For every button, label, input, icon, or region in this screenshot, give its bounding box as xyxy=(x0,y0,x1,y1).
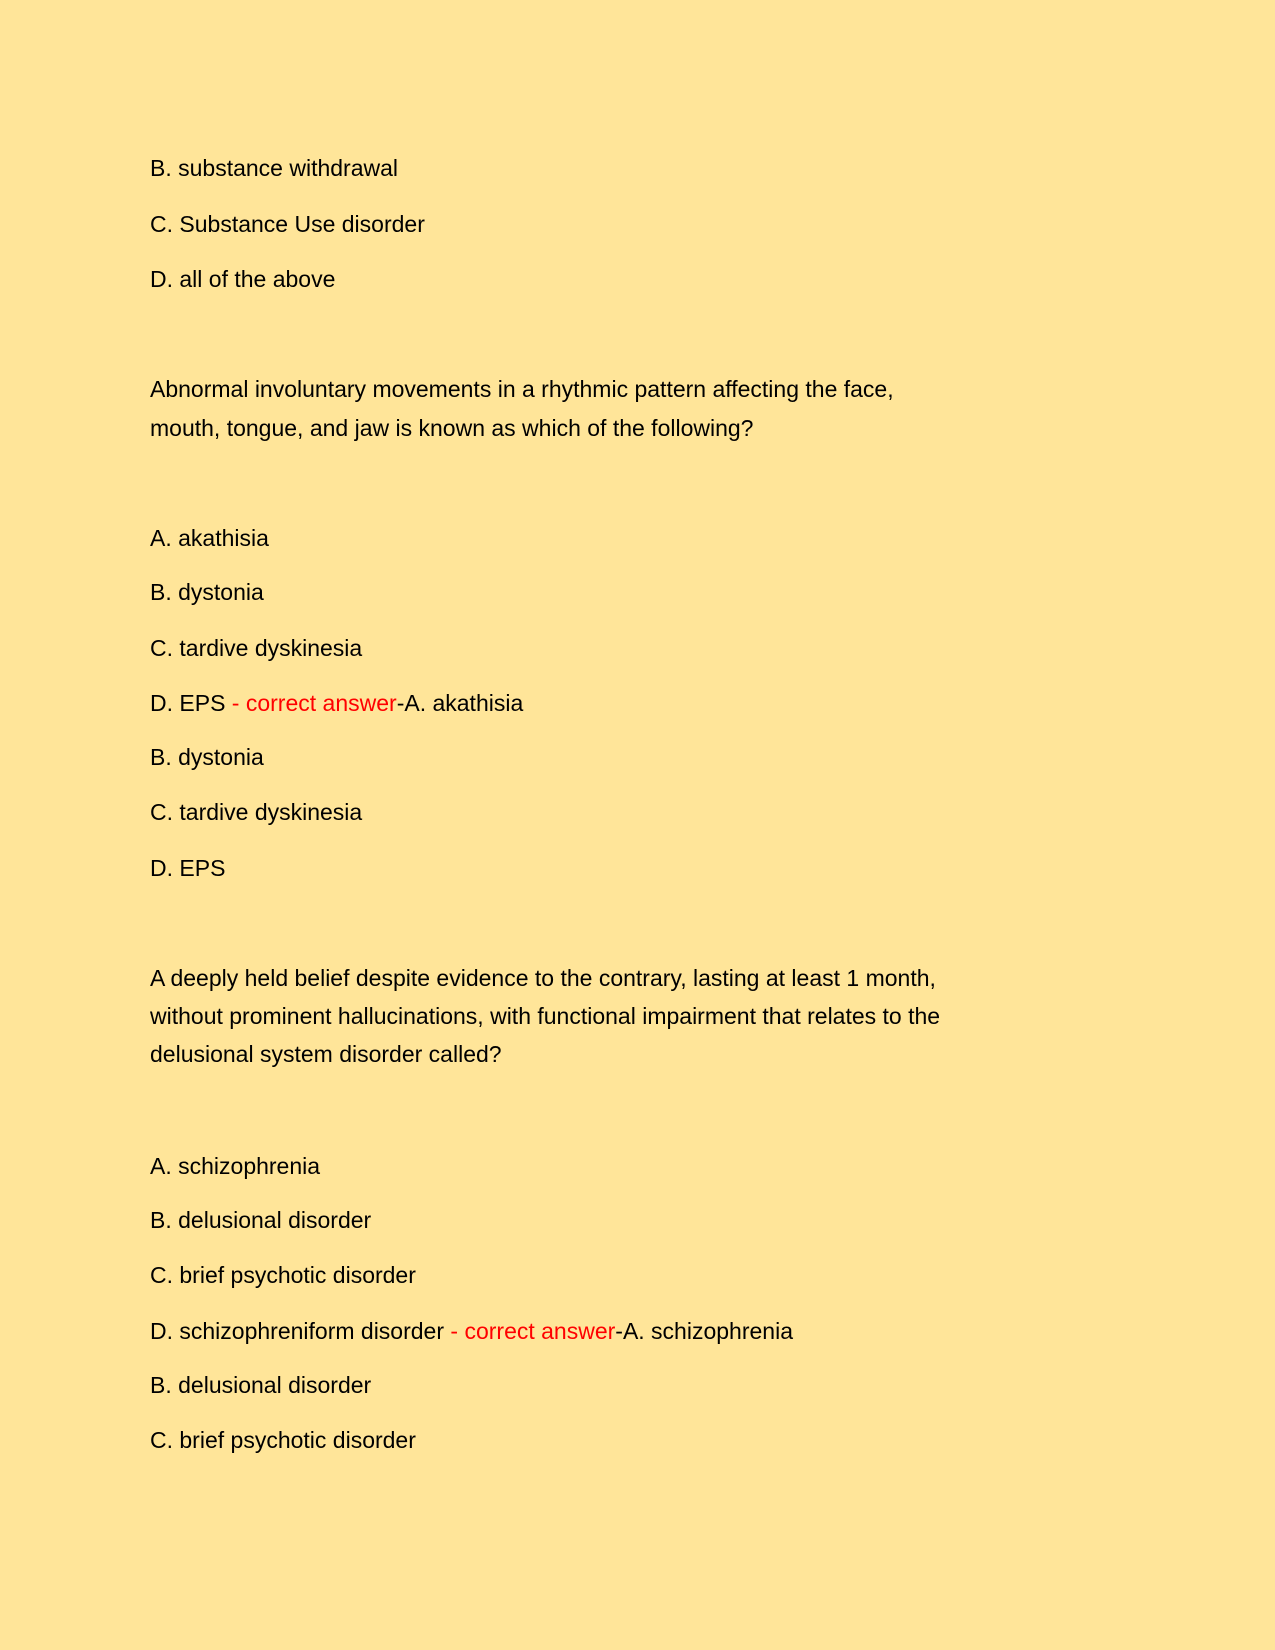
correct-answer-marker: - correct answer xyxy=(444,1318,616,1344)
answer-line: C. tardive dyskinesia xyxy=(150,799,363,825)
option-line: D. all of the above xyxy=(150,266,336,292)
option-text: D. schizophreniform disorder xyxy=(150,1318,445,1344)
answer-line xyxy=(150,1316,793,1346)
option-line: C. tardive dyskinesia xyxy=(150,635,363,661)
answer-text: -A. schizophrenia xyxy=(615,1318,793,1344)
answer-line xyxy=(150,688,523,718)
question-text: Abnormal involuntary movements in a rhythmic pattern affecting the face, xyxy=(150,376,894,402)
answer-line: C. brief psychotic disorder xyxy=(150,1427,416,1453)
question-text: without prominent hallucinations, with functional impairment that relates to the xyxy=(150,1003,941,1029)
option-text: D. EPS xyxy=(150,690,226,716)
question-text: A deeply held belief despite evidence to the contrary, lasting at least 1 month, xyxy=(150,965,936,991)
option-line: C. Substance Use disorder xyxy=(150,211,425,237)
option-line: B. substance withdrawal xyxy=(150,155,399,181)
option-line: B. delusional disorder xyxy=(150,1207,372,1233)
answer-line: B. delusional disorder xyxy=(150,1372,372,1398)
correct-answer-marker: - correct answer xyxy=(225,690,397,716)
question-text: mouth, tongue, and jaw is known as which of the following? xyxy=(150,415,754,441)
answer-line: D. EPS xyxy=(150,855,226,881)
answer-text: -A. akathisia xyxy=(396,690,524,716)
option-line: B. dystonia xyxy=(150,579,264,605)
option-line: A. schizophrenia xyxy=(150,1153,321,1179)
option-line: A. akathisia xyxy=(150,525,269,551)
option-line: C. brief psychotic disorder xyxy=(150,1262,416,1288)
question-text: delusional system disorder called? xyxy=(150,1041,502,1067)
answer-line: B. dystonia xyxy=(150,744,264,770)
